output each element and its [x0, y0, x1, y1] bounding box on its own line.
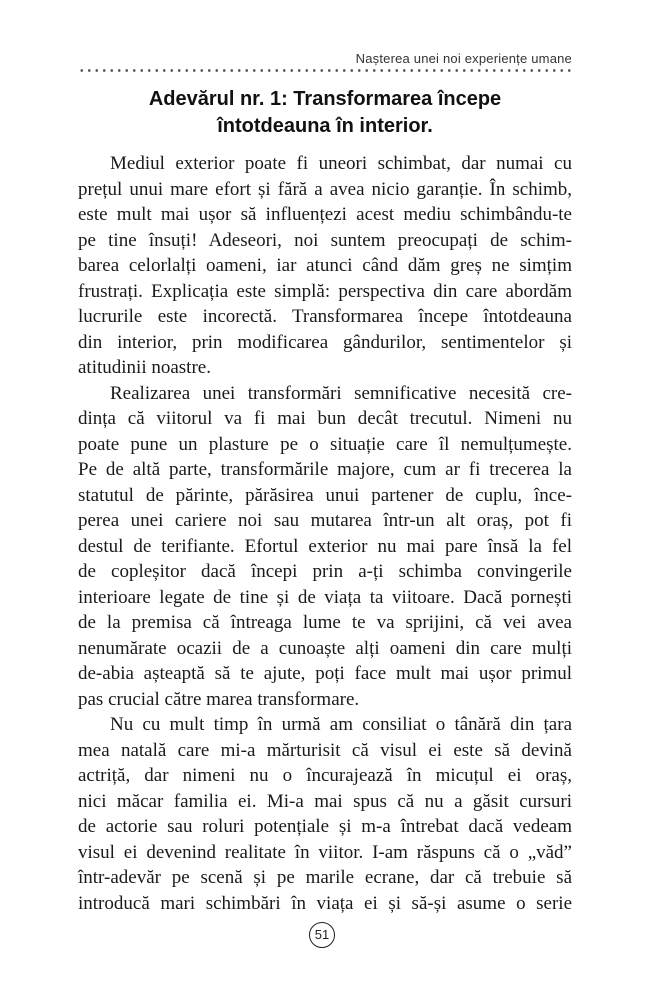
heading-line-1: Adevărul nr. 1: Transformarea începe [148, 88, 502, 110]
paragraph [78, 151, 572, 381]
text-line: destul de terifiante. Efortul exterior nu mai pare însă la fel [78, 535, 572, 557]
text-line: prețul unui mare efort și fără a avea nicio garanție. În schimb, [78, 178, 572, 200]
text-line: introducă mari schimbări în viața ei și să-și asume o serie [78, 892, 572, 914]
paragraph [78, 381, 572, 713]
text-line: din interior, prin modificarea gândurilor, sentimentelor și [78, 331, 572, 353]
running-header: Nașterea unei noi experiențe umane [355, 51, 572, 66]
text-line: Mediul exterior poate fi uneori schimbat, dar numai cu [110, 153, 572, 174]
header-dotted-rule [78, 68, 572, 73]
text-line: barea celorlalți oameni, iar atunci când dăm greș ne simțim [78, 255, 572, 276]
text-line: de actorie sau roluri potențiale și m-a întrebat dacă vedeam [78, 816, 572, 837]
text-line: perea unei cariere noi sau mutarea într-un alt oraș, pot fi [78, 510, 572, 531]
body-text [78, 151, 572, 916]
text-line: nenumărate ocazii de a cunoaște alți oameni din care mulți [78, 637, 572, 659]
text-line: actriță, dar nimeni nu o încurajează în micuțul ei oraș, [78, 765, 572, 786]
text-line: lucrurile este incorectă. Transformarea începe întotdeauna [78, 306, 572, 327]
text-line: interioare legate de tine și de viața ta viitoare. Dacă pornești [78, 586, 572, 608]
paragraph [78, 712, 572, 916]
text-line: de copleșitor dacă începi prin a-ți schimba convingerile [78, 561, 572, 582]
text-line: dința că viitorul va fi mai bun decât trecutul. Nimeni nu [78, 408, 572, 429]
text-line: atitudinii noastre. [78, 357, 211, 378]
text-line: visul ei devenind realitate în viitor. I-am răspuns că o „văd” [78, 841, 572, 863]
text-line: poate pune un plasture pe o situație care îl nemulțumește. [78, 433, 572, 455]
text-line: nici măcar familia ei. Mi-a mai spus că nu a găsit cursuri [78, 790, 572, 812]
text-line: pas crucial către marea transformare. [78, 688, 360, 710]
text-line: Pe de altă parte, transformările majore, cum ar fi trecerea la [78, 459, 572, 480]
chapter-heading [78, 86, 572, 140]
text-line: de-abia așteaptă să te ajute, poți face mult mai ușor primul [78, 663, 572, 684]
text-line: Realizarea unei transformări semnificative necesită cre- [110, 382, 572, 404]
text-line: pe tine însuți! Adeseori, noi suntem preocupați de schim- [78, 229, 572, 251]
text-line: de la premisa că întreaga lume te va sprijini, că vei avea [78, 612, 572, 633]
text-line: într-adevăr pe scenă și pe marile ecrane, dar că trebuie să [78, 867, 572, 888]
text-line: mea natală care mi-a mărturisit că visul ei este să devină [78, 739, 572, 761]
text-line: frustrați. Explicația este simplă: perspectiva din care abordăm [78, 280, 572, 302]
text-line: Nu cu mult timp în urmă am consiliat o tânără din țara [110, 714, 572, 735]
text-line: statutul de părinte, părăsirea unui partener de cuplu, înce- [78, 484, 572, 506]
page-number: 51 [309, 922, 335, 948]
heading-line-2: întotdeauna în interior. [217, 115, 433, 137]
text-line: este mult mai ușor să influențezi acest mediu schimbându-te [78, 204, 572, 225]
